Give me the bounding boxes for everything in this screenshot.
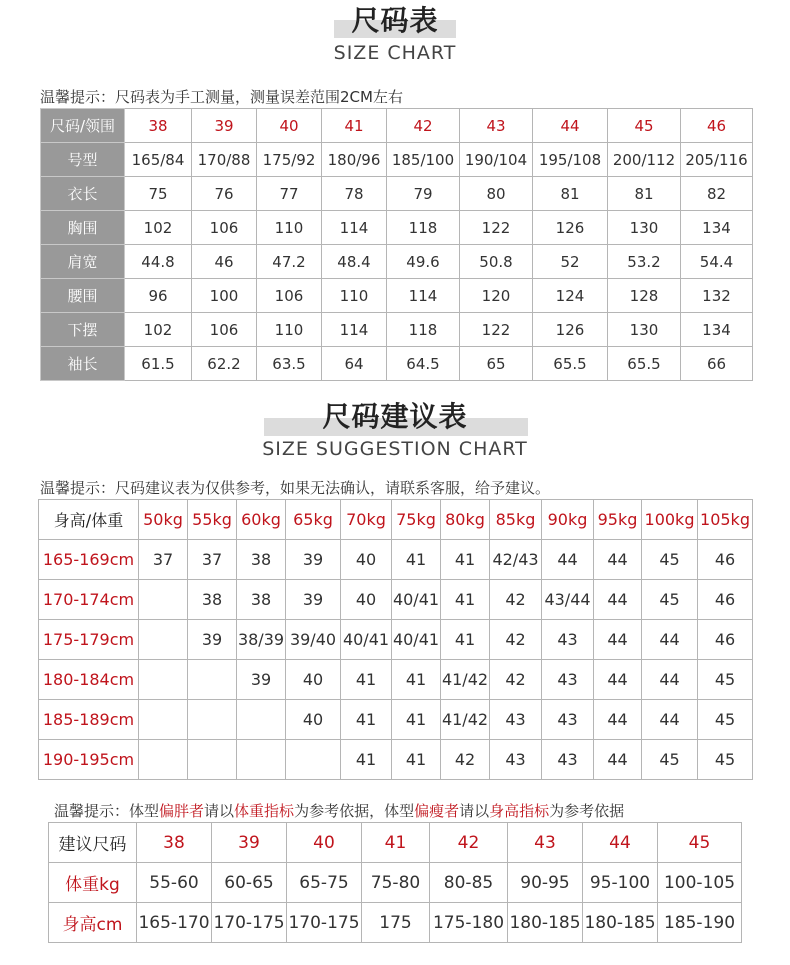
size-chart-row-label: 袖长 [41,347,125,381]
recommend-chart-column-header: 41 [362,823,430,863]
size-chart-cell: 102 [125,313,192,347]
recommend-chart-cell: 170-175 [212,903,287,943]
size-chart-cell: 130 [608,211,681,245]
size-chart-cell: 110 [257,211,322,245]
recommend-chart-row-label: 体重kg [49,863,137,903]
size-chart-cell: 114 [322,211,387,245]
size-chart-cell: 118 [387,211,460,245]
suggestion-chart-cell: 42 [490,620,542,660]
size-chart-cell: 44.8 [125,245,192,279]
recommend-chart-cell: 175 [362,903,430,943]
suggestion-chart-cell: 39/40 [286,620,341,660]
recommend-chart-row [49,863,742,903]
note-text: 为参考依据 [549,802,625,820]
suggestion-chart-cell: 44 [594,620,642,660]
suggestion-chart-cell: 42 [441,740,490,780]
size-chart-cell: 118 [387,313,460,347]
suggestion-chart-cell: 41 [341,740,392,780]
suggestion-chart-row-label: 175-179cm [39,620,139,660]
suggestion-chart-cell: 46 [698,620,753,660]
size-chart-cell: 126 [533,313,608,347]
suggestion-chart-column-header: 65kg [286,500,341,540]
note-highlight: 偏胖者 [159,802,205,820]
size-chart-heading [0,2,790,64]
suggestion-chart-cell [188,660,237,700]
size-chart-cell: 195/108 [533,143,608,177]
suggestion-chart-row-label: 190-195cm [39,740,139,780]
recommend-chart-cell: 65-75 [287,863,362,903]
suggestion-chart-cell: 39 [286,540,341,580]
note-highlight: 体重指标 [234,802,295,820]
size-chart-column-header: 42 [387,109,460,143]
size-chart-cell: 128 [608,279,681,313]
note-text: 为参考依据，体型 [294,802,415,820]
suggestion-chart-cell: 43/44 [542,580,594,620]
suggestion-chart-cell: 43 [542,620,594,660]
suggestion-chart-cell: 41 [341,700,392,740]
suggestion-chart-row [39,540,753,580]
size-chart-row [41,177,753,211]
size-chart-cell: 66 [681,347,753,381]
size-chart-cell: 48.4 [322,245,387,279]
suggestion-chart-cell: 42 [490,660,542,700]
suggestion-chart-cell [139,660,188,700]
size-chart-cell: 47.2 [257,245,322,279]
size-chart-column-header: 45 [608,109,681,143]
size-chart-row [41,143,753,177]
suggestion-chart-column-header: 55kg [188,500,237,540]
suggestion-chart-cell: 41 [441,540,490,580]
size-chart-cell: 64 [322,347,387,381]
size-chart-cell: 126 [533,211,608,245]
recommend-chart-column-header: 40 [287,823,362,863]
suggestion-chart-table [38,499,753,780]
size-chart-cell: 130 [608,313,681,347]
size-chart-cell: 114 [387,279,460,313]
size-chart-cell: 120 [460,279,533,313]
suggestion-chart-cell: 41/42 [441,700,490,740]
suggestion-chart-column-header: 80kg [441,500,490,540]
suggestion-chart-cell [139,740,188,780]
suggestion-chart-cell: 41/42 [441,660,490,700]
recommend-chart-cell: 75-80 [362,863,430,903]
size-chart-cell: 205/116 [681,143,753,177]
size-chart-cell: 80 [460,177,533,211]
suggestion-chart-cell: 44 [642,700,698,740]
recommend-chart-cell: 80-85 [430,863,508,903]
suggestion-chart-cell: 45 [642,740,698,780]
size-chart-cell: 75 [125,177,192,211]
recommend-chart-column-header: 38 [137,823,212,863]
suggestion-chart-column-header: 95kg [594,500,642,540]
size-chart-cell: 65.5 [533,347,608,381]
size-chart-row-label: 胸围 [41,211,125,245]
suggestion-chart-cell: 41 [392,740,441,780]
recommend-chart-cell: 100-105 [658,863,742,903]
recommend-chart-column-header: 44 [583,823,658,863]
size-chart-cell: 170/88 [192,143,257,177]
suggestion-chart-cell: 42 [490,580,542,620]
suggestion-chart-column-header: 90kg [542,500,594,540]
suggestion-chart-cell: 40/41 [392,580,441,620]
size-chart-cell: 76 [192,177,257,211]
size-chart-cell: 65.5 [608,347,681,381]
size-chart-column-header: 40 [257,109,322,143]
suggestion-chart-row-label: 170-174cm [39,580,139,620]
suggestion-chart-row-label: 180-184cm [39,660,139,700]
size-chart-cell: 52 [533,245,608,279]
note-highlight: 偏瘦者 [414,802,460,820]
suggestion-chart-column-header: 105kg [698,500,753,540]
suggestion-chart-cell: 44 [594,540,642,580]
recommend-chart-cell: 175-180 [430,903,508,943]
size-chart-header-row [41,109,753,143]
size-chart-cell: 62.2 [192,347,257,381]
size-chart-column-header: 39 [192,109,257,143]
suggestion-chart-cell: 46 [698,540,753,580]
suggestion-chart-header-row [39,500,753,540]
suggestion-chart-cell: 41 [441,580,490,620]
size-chart-cell: 53.2 [608,245,681,279]
suggestion-chart-row [39,740,753,780]
suggestion-chart-cell: 40 [341,580,392,620]
suggestion-chart-cell [139,700,188,740]
suggestion-chart-cell [237,740,286,780]
suggestion-chart-row [39,660,753,700]
suggestion-chart-cell: 43 [542,700,594,740]
size-chart-corner-header: 尺码/领围 [41,109,125,143]
size-chart-row [41,211,753,245]
suggestion-chart-cell: 45 [698,660,753,700]
suggestion-chart-column-header: 85kg [490,500,542,540]
size-chart-row-label: 肩宽 [41,245,125,279]
size-chart-cell: 134 [681,211,753,245]
suggestion-chart-cell: 41 [392,660,441,700]
suggestion-chart-cell: 40 [286,700,341,740]
size-chart-cell: 114 [322,313,387,347]
size-chart-cell: 79 [387,177,460,211]
size-chart-cell: 46 [192,245,257,279]
recommend-chart-corner-header: 建议尺码 [49,823,137,863]
suggestion-chart-column-header: 100kg [642,500,698,540]
size-chart-row-label: 号型 [41,143,125,177]
suggestion-chart-cell: 43 [542,660,594,700]
size-chart-cell: 134 [681,313,753,347]
size-chart-column-header: 41 [322,109,387,143]
recommend-chart-header-row [49,823,742,863]
suggestion-chart-cell: 45 [698,740,753,780]
size-chart-column-header: 46 [681,109,753,143]
recommend-chart-column-header: 42 [430,823,508,863]
size-chart-column-header: 44 [533,109,608,143]
size-chart-cell: 132 [681,279,753,313]
size-chart-row-label: 下摆 [41,313,125,347]
suggestion-chart-cell: 38 [237,580,286,620]
suggestion-chart-cell: 44 [642,620,698,660]
suggestion-chart-cell: 41 [441,620,490,660]
suggestion-chart-cell: 40 [286,660,341,700]
suggestion-chart-cell: 38 [188,580,237,620]
recommend-chart-cell: 170-175 [287,903,362,943]
note-highlight: 身高指标 [489,802,550,820]
recommend-chart-cell: 55-60 [137,863,212,903]
suggestion-chart-cell: 40/41 [341,620,392,660]
size-chart-note: 温馨提示：尺码表为手工测量，测量误差范围2CM左右 [40,88,403,106]
suggestion-chart-cell: 43 [542,740,594,780]
size-chart-cell: 122 [460,211,533,245]
suggestion-chart-row [39,700,753,740]
suggestion-chart-column-header: 60kg [237,500,286,540]
suggestion-chart-cell: 46 [698,580,753,620]
size-chart-cell: 102 [125,211,192,245]
suggestion-chart-cell: 44 [542,540,594,580]
suggestion-chart-cell: 44 [594,580,642,620]
size-chart-cell: 82 [681,177,753,211]
size-chart-cell: 110 [257,313,322,347]
size-chart-column-header: 43 [460,109,533,143]
suggestion-chart-cell [139,620,188,660]
note-text: 请以 [459,802,490,820]
suggestion-chart-title: 尺码建议表 [322,400,468,433]
size-chart-row [41,313,753,347]
suggestion-chart-row-label: 165-169cm [39,540,139,580]
size-chart-row [41,347,753,381]
recommend-chart-column-header: 45 [658,823,742,863]
size-chart-cell: 77 [257,177,322,211]
suggestion-chart-column-header: 50kg [139,500,188,540]
recommend-chart-cell: 95-100 [583,863,658,903]
suggestion-chart-cell: 44 [642,660,698,700]
suggestion-chart-cell [286,740,341,780]
note-text: 温馨提示：体型 [54,802,160,820]
recommend-chart-cell: 165-170 [137,903,212,943]
recommend-chart-column-header: 43 [508,823,583,863]
size-chart-cell: 106 [192,313,257,347]
recommend-chart-cell: 185-190 [658,903,742,943]
suggestion-chart-cell: 40/41 [392,620,441,660]
size-chart-cell: 49.6 [387,245,460,279]
size-chart-cell: 122 [460,313,533,347]
size-chart-row-label: 衣长 [41,177,125,211]
suggestion-chart-row-label: 185-189cm [39,700,139,740]
size-chart-cell: 124 [533,279,608,313]
size-chart-cell: 81 [533,177,608,211]
suggestion-chart-corner-header: 身高/体重 [39,500,139,540]
suggestion-chart-cell [237,700,286,740]
size-chart-row [41,279,753,313]
size-chart-cell: 65 [460,347,533,381]
size-chart-row-label: 腰围 [41,279,125,313]
suggestion-chart-cell: 43 [490,700,542,740]
note-text: 请以 [204,802,235,820]
suggestion-chart-cell: 39 [188,620,237,660]
suggestion-chart-cell: 38 [237,540,286,580]
size-chart-cell: 190/104 [460,143,533,177]
recommend-size-table [48,822,742,943]
size-chart-cell: 63.5 [257,347,322,381]
suggestion-chart-cell [188,740,237,780]
size-chart-cell: 200/112 [608,143,681,177]
recommend-chart-cell: 60-65 [212,863,287,903]
suggestion-chart-subtitle: SIZE SUGGESTION CHART [262,438,528,460]
suggestion-chart-cell: 41 [392,540,441,580]
recommend-chart-cell: 180-185 [508,903,583,943]
suggestion-chart-cell: 45 [642,580,698,620]
size-chart-cell: 106 [257,279,322,313]
size-chart-cell: 165/84 [125,143,192,177]
suggestion-chart-cell: 37 [188,540,237,580]
size-chart-cell: 64.5 [387,347,460,381]
size-chart-cell: 50.8 [460,245,533,279]
size-chart-cell: 61.5 [125,347,192,381]
size-chart-row [41,245,753,279]
size-chart-cell: 110 [322,279,387,313]
suggestion-chart-cell: 44 [594,700,642,740]
suggestion-chart-cell: 44 [594,660,642,700]
suggestion-chart-cell: 42/43 [490,540,542,580]
suggestion-chart-heading [0,398,790,460]
suggestion-chart-cell [188,700,237,740]
size-chart-title: 尺码表 [351,4,439,37]
suggestion-chart-column-header: 70kg [341,500,392,540]
recommend-chart-row-label: 身高cm [49,903,137,943]
size-chart-cell: 106 [192,211,257,245]
suggestion-chart-note: 温馨提示：尺码建议表为仅供参考，如果无法确认，请联系客服，给予建议。 [40,479,551,497]
suggestion-chart-cell: 45 [642,540,698,580]
size-chart-cell: 78 [322,177,387,211]
suggestion-chart-row [39,620,753,660]
suggestion-chart-cell: 41 [341,660,392,700]
recommend-chart-note [54,800,624,821]
suggestion-chart-cell: 40 [341,540,392,580]
suggestion-chart-cell: 45 [698,700,753,740]
size-chart-cell: 175/92 [257,143,322,177]
suggestion-chart-cell: 39 [237,660,286,700]
size-chart-cell: 96 [125,279,192,313]
size-chart-cell: 180/96 [322,143,387,177]
suggestion-chart-cell: 37 [139,540,188,580]
suggestion-chart-cell: 44 [594,740,642,780]
size-chart-cell: 54.4 [681,245,753,279]
recommend-chart-cell: 180-185 [583,903,658,943]
suggestion-chart-cell: 43 [490,740,542,780]
suggestion-chart-column-header: 75kg [392,500,441,540]
recommend-chart-cell: 90-95 [508,863,583,903]
size-chart-subtitle: SIZE CHART [333,42,457,64]
size-chart-cell: 100 [192,279,257,313]
suggestion-chart-cell: 39 [286,580,341,620]
size-chart-cell: 185/100 [387,143,460,177]
size-chart-column-header: 38 [125,109,192,143]
suggestion-chart-cell: 38/39 [237,620,286,660]
suggestion-chart-row [39,580,753,620]
size-chart-cell: 81 [608,177,681,211]
suggestion-chart-cell [139,580,188,620]
recommend-chart-column-header: 39 [212,823,287,863]
recommend-chart-row [49,903,742,943]
suggestion-chart-cell: 41 [392,700,441,740]
size-chart-table [40,108,753,381]
